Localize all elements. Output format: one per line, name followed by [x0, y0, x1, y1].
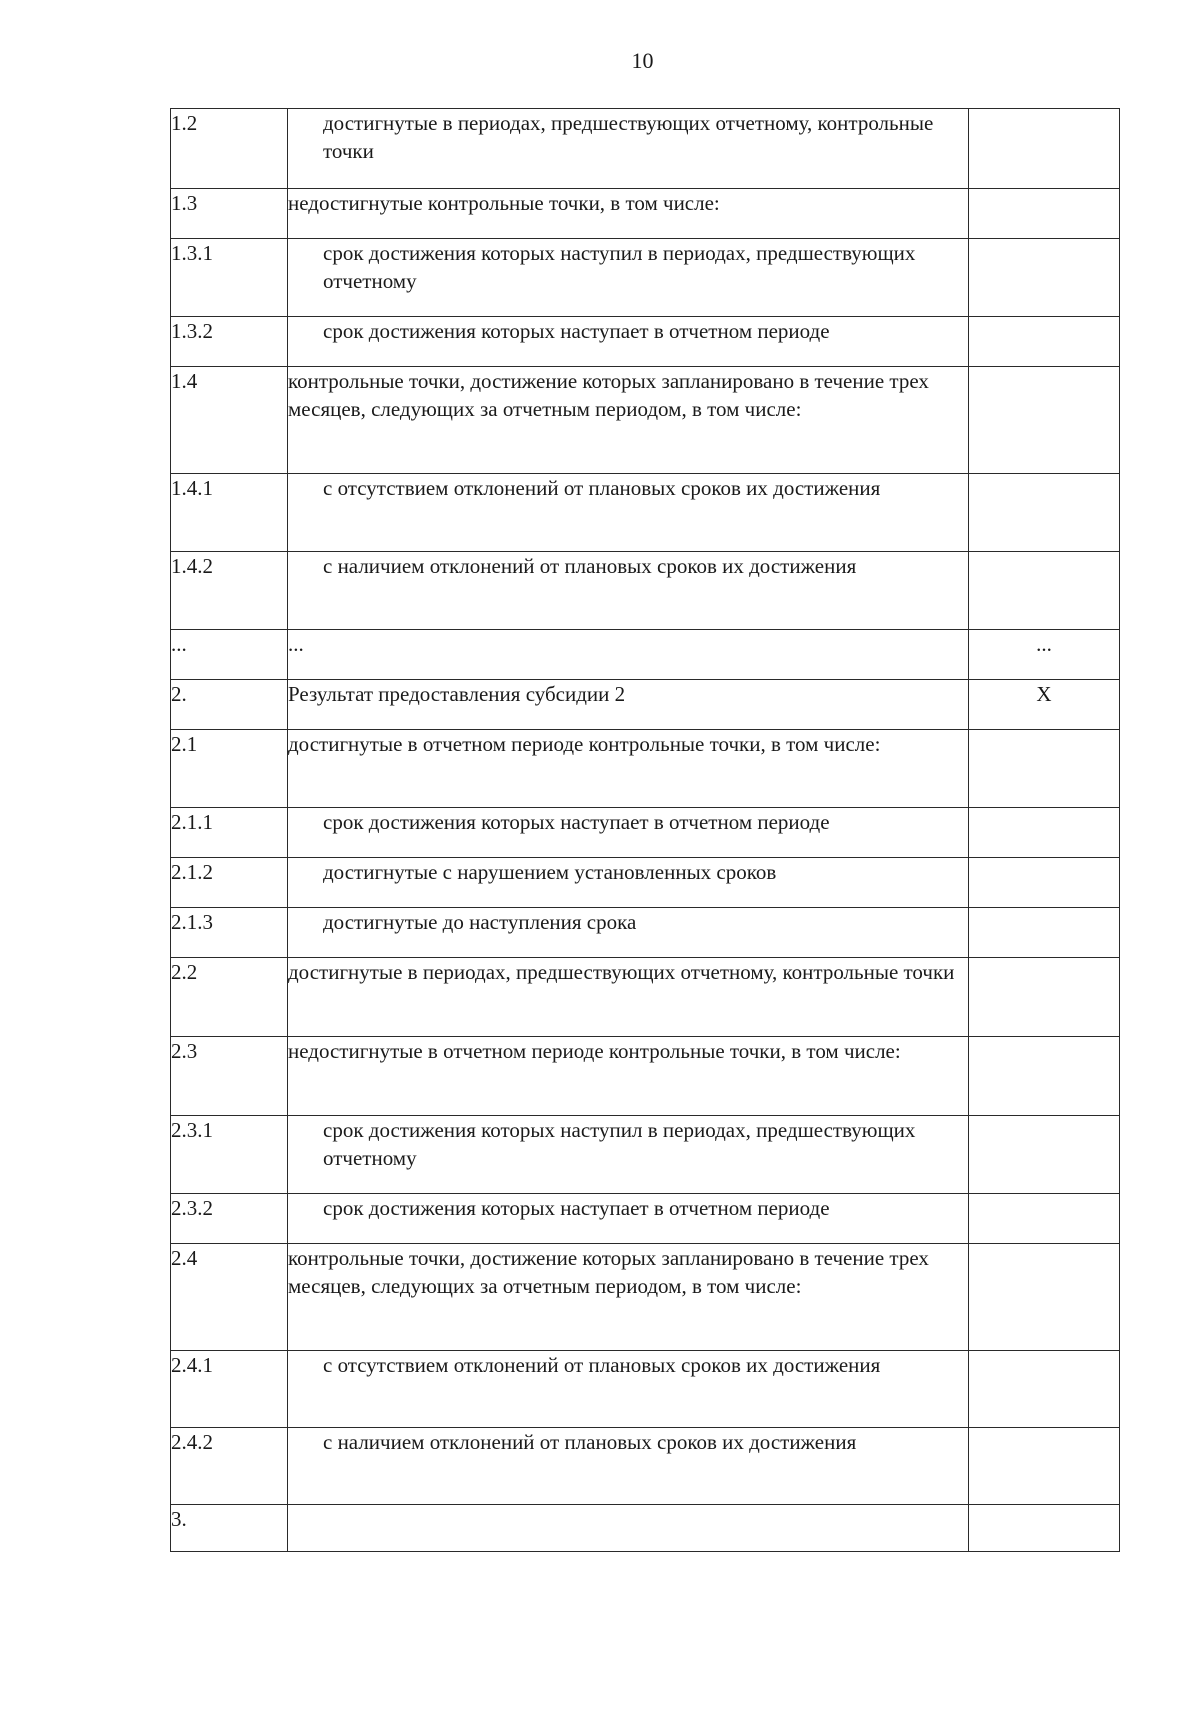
row-label: с наличием отклонений от плановых сроков их достижения — [288, 1428, 969, 1505]
row-number: 1.3.1 — [171, 239, 288, 317]
row-value — [969, 808, 1120, 858]
row-value — [969, 1037, 1120, 1116]
row-number: 1.4.2 — [171, 552, 288, 630]
table-row — [171, 1351, 1120, 1428]
row-value — [969, 109, 1120, 189]
table-row — [171, 109, 1120, 189]
row-number: 2.3.2 — [171, 1194, 288, 1244]
row-value: X — [969, 680, 1120, 730]
row-label: достигнутые с нарушением установленных сроков — [288, 858, 969, 908]
row-value — [969, 908, 1120, 958]
row-value — [969, 958, 1120, 1037]
row-value — [969, 1428, 1120, 1505]
table-row — [171, 1505, 1120, 1552]
row-value — [969, 1194, 1120, 1244]
row-value — [969, 858, 1120, 908]
table-row — [171, 908, 1120, 958]
row-value — [969, 1244, 1120, 1351]
row-label: Результат предоставления субсидии 2 — [288, 680, 969, 730]
table-row — [171, 552, 1120, 630]
row-number: 2.1.1 — [171, 808, 288, 858]
row-value — [969, 317, 1120, 367]
row-number: 2.3.1 — [171, 1116, 288, 1194]
row-number: ... — [171, 630, 288, 680]
row-value — [969, 1351, 1120, 1428]
row-label: недостигнутые в отчетном периоде контрольные точки, в том числе: — [288, 1037, 969, 1116]
table-row — [171, 808, 1120, 858]
row-value — [969, 474, 1120, 552]
table-row — [171, 474, 1120, 552]
row-number: 2.4.2 — [171, 1428, 288, 1505]
table-row — [171, 1116, 1120, 1194]
row-number: 2. — [171, 680, 288, 730]
page-number: 10 — [631, 48, 654, 73]
table-row — [171, 858, 1120, 908]
row-number: 1.3.2 — [171, 317, 288, 367]
table-row — [171, 1244, 1120, 1351]
row-label: недостигнутые контрольные точки, в том числе: — [288, 189, 969, 239]
row-label: срок достижения которых наступает в отчетном периоде — [288, 317, 969, 367]
table-row — [171, 630, 1120, 680]
table-row — [171, 367, 1120, 474]
row-number: 2.4.1 — [171, 1351, 288, 1428]
row-label: с отсутствием отклонений от плановых сроков их достижения — [288, 1351, 969, 1428]
row-label: контрольные точки, достижение которых запланировано в течение трех месяцев, следующих за отчетным периодом, в том числе: — [288, 1244, 969, 1351]
row-number: 2.3 — [171, 1037, 288, 1116]
row-label: ... — [288, 630, 969, 680]
table-row — [171, 1037, 1120, 1116]
row-label: достигнутые в периодах, предшествующих отчетному, контрольные точки — [288, 958, 969, 1037]
row-label: с отсутствием отклонений от плановых сроков их достижения — [288, 474, 969, 552]
row-number: 2.1.2 — [171, 858, 288, 908]
row-value — [969, 1505, 1120, 1552]
table-row — [171, 1194, 1120, 1244]
row-value — [969, 367, 1120, 474]
row-number: 2.4 — [171, 1244, 288, 1351]
row-number: 1.3 — [171, 189, 288, 239]
row-value — [969, 239, 1120, 317]
report-table-body — [171, 109, 1120, 1552]
row-label: срок достижения которых наступает в отчетном периоде — [288, 1194, 969, 1244]
table-row — [171, 730, 1120, 808]
row-label: срок достижения которых наступил в периодах, предшествующих отчетному — [288, 1116, 969, 1194]
row-number: 1.4.1 — [171, 474, 288, 552]
table-row — [171, 317, 1120, 367]
row-label: достигнутые в отчетном периоде контрольные точки, в том числе: — [288, 730, 969, 808]
table-row — [171, 189, 1120, 239]
row-label: срок достижения которых наступает в отчетном периоде — [288, 808, 969, 858]
table-row — [171, 1428, 1120, 1505]
row-value — [969, 730, 1120, 808]
row-number: 3. — [171, 1505, 288, 1552]
row-value — [969, 552, 1120, 630]
row-label: достигнутые до наступления срока — [288, 908, 969, 958]
row-label: достигнутые в периодах, предшествующих отчетному, контрольные точки — [288, 109, 969, 189]
table-row — [171, 680, 1120, 730]
row-label: срок достижения которых наступил в периодах, предшествующих отчетному — [288, 239, 969, 317]
row-label: контрольные точки, достижение которых запланировано в течение трех месяцев, следующих за отчетным периодом, в том числе: — [288, 367, 969, 474]
row-number: 2.1 — [171, 730, 288, 808]
row-label: с наличием отклонений от плановых сроков их достижения — [288, 552, 969, 630]
row-number: 2.2 — [171, 958, 288, 1037]
row-number: 1.4 — [171, 367, 288, 474]
row-value — [969, 189, 1120, 239]
row-number: 1.2 — [171, 109, 288, 189]
report-table — [170, 108, 1120, 1552]
row-label — [288, 1505, 969, 1552]
row-value: ... — [969, 630, 1120, 680]
table-row — [171, 239, 1120, 317]
table-row — [171, 958, 1120, 1037]
row-value — [969, 1116, 1120, 1194]
row-number: 2.1.3 — [171, 908, 288, 958]
